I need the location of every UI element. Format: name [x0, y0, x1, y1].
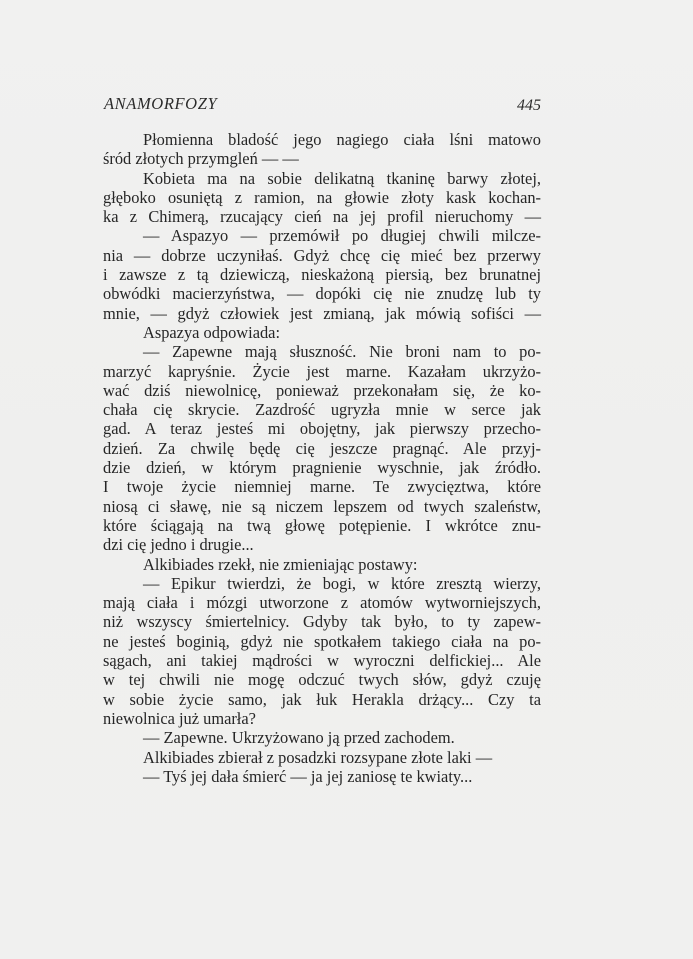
text-line: nia — dobrze uczyniłaś. Gdyż chcę cię mieć bez przerwy	[103, 245, 541, 265]
text-line: niosą ci sławę, nie są niczem lepszem od twych szaleństw,	[103, 496, 541, 516]
paragraph-start-line: — Zapewne mają słuszność. Nie broni nam to po-	[143, 342, 541, 362]
paragraph-start-line: Alkibiades zbierał z posadzki rozsypane złote laki —	[143, 747, 493, 767]
text-line: w tej chwili nie mogę odczuć twych słów, gdyż czuję	[103, 670, 541, 690]
text-line: obwódki macierzyństwa, — dopóki cię nie znudzę lub ty	[103, 284, 541, 304]
paragraph-start-line: Aspazya odpowiada:	[143, 322, 280, 342]
text-line: w sobie życie samo, jak łuk Herakla drżący... Czy ta	[103, 689, 541, 709]
text-line: ne jesteś boginią, gdyż nie spotkałem takiego ciała na po-	[103, 631, 541, 651]
running-title: ANAMORFOZY	[104, 94, 218, 113]
paragraph-start-line: — Epikur twierdzi, że bogi, w które zresztą wierzy,	[143, 573, 541, 593]
text-line: wać dziś niewolnicę, ponieważ przekonałam się, że ko-	[103, 380, 541, 400]
page-number: 445	[517, 97, 541, 114]
running-head	[104, 94, 541, 116]
text-line: śród złotych przymgleń — —	[103, 149, 299, 169]
text-line: dzie dzień, w którym pragnienie wyschnie, jak źródło.	[103, 458, 541, 478]
paragraph-start-line: Płomienna bladość jego nagiego ciała lśni matowo	[143, 130, 541, 149]
paragraph-start-line: — Aspazyo — przemówił po długiej chwili milcze-	[143, 226, 541, 246]
text-line: i zawsze z tą dziewiczą, nieskażoną piersią, bez brunatnej	[103, 265, 541, 285]
paragraph-start-line: — Zapewne. Ukrzyżowano ją przed zachodem.	[143, 728, 455, 748]
text-line: dzień. Za chwilę będę cię jeszcze pragnąć. Ale przyj-	[103, 438, 541, 458]
text-line: mają ciała i mózgi utworzone z atomów wytworniejszych,	[103, 593, 541, 613]
text-line: głęboko osuniętą z ramion, na głowie złoty kask kochan-	[103, 187, 541, 207]
paragraph-start-line: Alkibiades rzekł, nie zmieniając postawy:	[143, 554, 418, 574]
text-line: gad. A teraz jesteś mi obojętny, jak pierwszy przecho-	[103, 419, 541, 439]
body-text	[103, 130, 541, 786]
text-line: które ściągają na twą głowę potępienie. I wkrótce znu-	[103, 515, 541, 535]
text-line: dzi cię jedno i drugie...	[103, 535, 254, 555]
text-line: niż wszyscy śmiertelnicy. Gdyby tak było, to ty zapew-	[103, 612, 541, 632]
text-line: mnie, — gdyż człowiek jest zmianą, jak mówią sofiści —	[103, 303, 541, 323]
text-line: chała cię skrycie. Zazdrość ugryzła mnie w serce jak	[103, 400, 541, 420]
text-line: ka z Chimerą, rzucający cień na jej profil nieruchomy —	[103, 207, 541, 227]
text-line: I twoje życie niemniej marne. Te zwycięztwa, które	[103, 477, 541, 497]
text-line: sągach, ani takiej mądrości w wyroczni delfickiej... Ale	[103, 651, 541, 671]
text-line: niewolnica już umarła?	[103, 708, 256, 728]
text-line: marzyć kapryśnie. Życie jest marne. Kazałam ukrzyżo-	[103, 361, 541, 381]
paragraph-start-line: — Tyś jej dała śmierć — ja jej zaniosę te kwiaty...	[143, 766, 473, 786]
paragraph-start-line: Kobieta ma na sobie delikatną tkaninę barwy złotej,	[143, 168, 541, 188]
